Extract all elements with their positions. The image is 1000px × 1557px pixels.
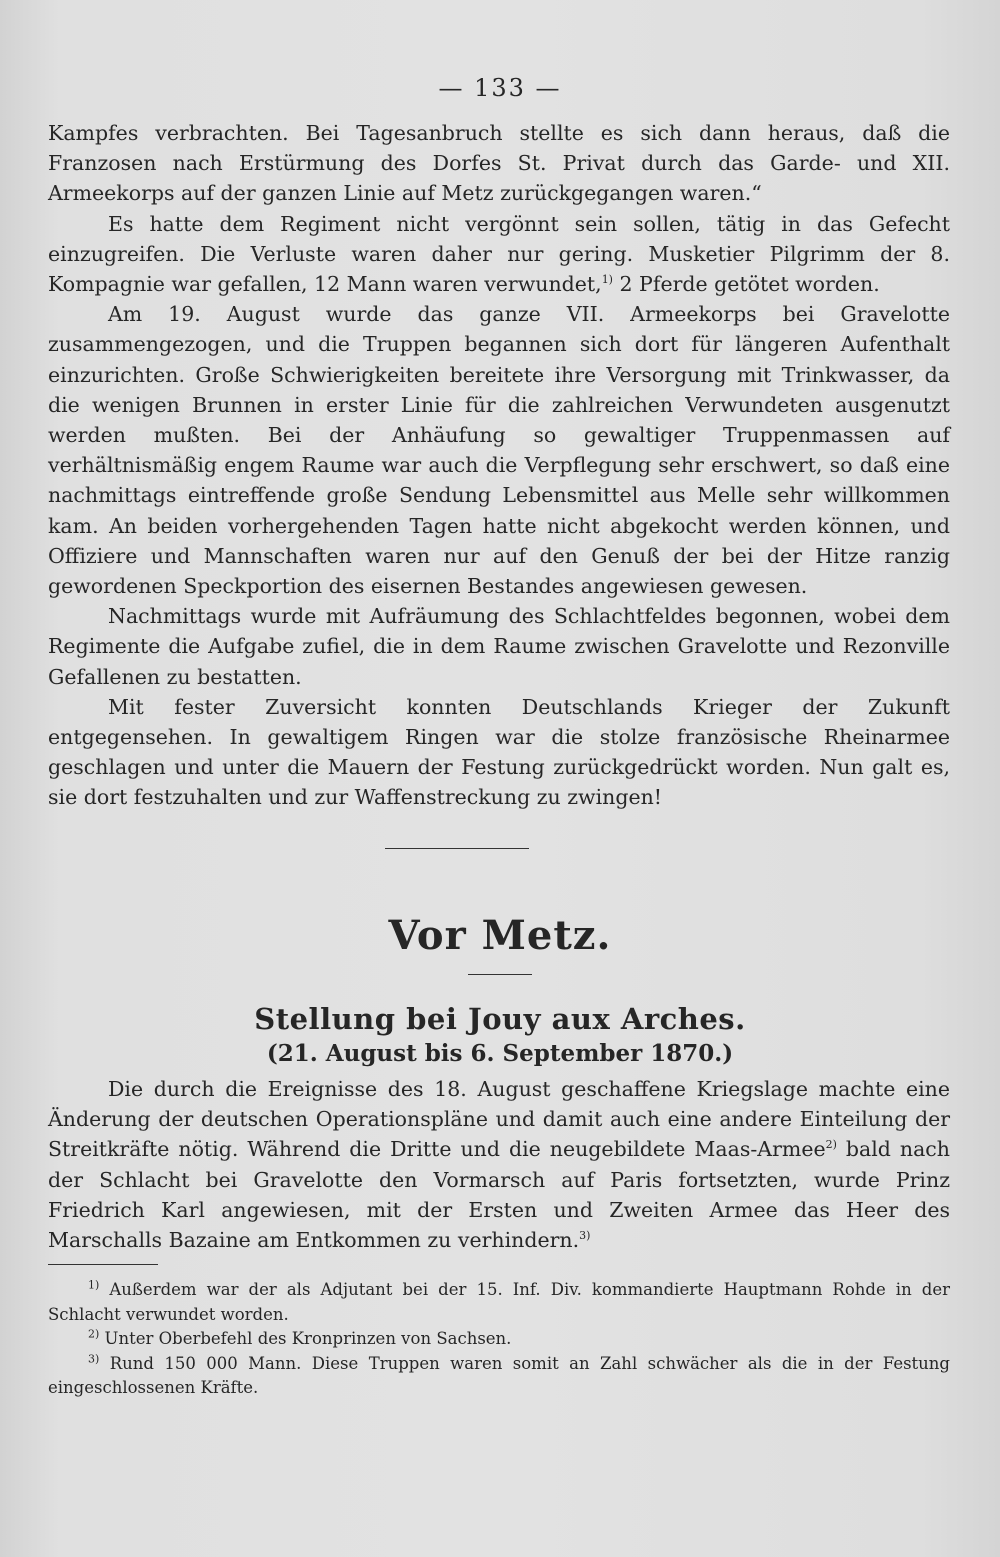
footnote-2-text: Unter Oberbefehl des Kronprinzen von Sachsen. xyxy=(99,1329,512,1348)
title-divider xyxy=(468,974,532,975)
paragraph-2-text-b: 2 Pferde getötet worden. xyxy=(612,272,880,297)
footnote-rule xyxy=(48,1264,158,1265)
footnote-1 xyxy=(48,1278,950,1327)
footnote-3 xyxy=(48,1352,950,1401)
section-paragraph-1-text-b: bald nach der Schlacht bei Gravelotte den Vormarsch auf Paris fortsetzten, wurde Prinz Friedrich Karl angewiesen, mit der Ersten und Zweiten Armee das Heer des Marschalls Bazaine am Entkommen zu verhindern. xyxy=(48,1137,950,1253)
page-number: — 133 — xyxy=(438,74,562,102)
section-paragraph-1 xyxy=(48,1074,950,1255)
footnote-ref-1: 1) xyxy=(601,273,613,287)
paragraph-4: Nachmittags wurde mit Aufräumung des Schlachtfeldes begonnen, wobei dem Regimente die Aufgabe zufiel, die in dem Raume zwischen Gravelotte und Rezonville Gefallenen zu bestatten. xyxy=(48,604,950,689)
footnote-2-mark: 2) xyxy=(88,1327,100,1341)
section-text xyxy=(48,1074,950,1255)
footnote-2 xyxy=(48,1327,950,1352)
subsection-dates: (21. August bis 6. September 1870.) xyxy=(266,1040,734,1067)
paragraph-1: Kampfes verbrachten. Bei Tagesanbruch stellte es sich dann heraus, daß die Franzosen nach Erstürmung des Dorfes St. Privat durch das Garde- und XII. Armeekorps auf der ganzen Linie auf Metz zurückgegangen waren.“ xyxy=(48,121,950,206)
footnote-ref-2: 2) xyxy=(825,1138,837,1152)
paragraph-3: Am 19. August wurde das ganze VII. Armeekorps bei Gravelotte zusammengezogen, und die Truppen begannen sich dort für längeren Aufenthalt einzurichten. Große Schwierigkeiten bereitete ihre Versorgung mit Trinkwasser, da die wenigen Brunnen in erster Linie für die zahlreichen Verwundeten ausgenutzt werden mußten. Bei der Anhäufung so gewaltiger Truppenmassen auf verhältnismäßig engem Raume war auch die Verpflegung sehr erschwert, so daß eine nachmittags eintreffende große Sendung Lebensmittel aus Melle sehr willkommen kam. An beiden vorhergehenden Tagen hatte nicht abgekocht werden können, und Offiziere und Mannschaften waren nur auf den Genuß der bei der Hitze ranzig gewordenen Speckportion des eisernen Bestandes angewiesen gewesen. xyxy=(48,302,950,599)
body-text xyxy=(48,118,950,813)
paragraph-2 xyxy=(48,209,950,300)
paragraph-5: Mit fester Zuversicht konnten Deutschlands Krieger der Zukunft entgegensehen. In gewaltigem Ringen war die stolze französische Rheinarmee geschlagen und unter die Mauern der Festung zurückgedrückt worden. Nun galt es, sie dort festzuhalten und zur Waffenstreckung zu zwingen! xyxy=(48,694,950,810)
footnote-3-mark: 3) xyxy=(88,1352,100,1365)
subsection-title: Stellung bei Jouy aux Arches. xyxy=(254,1002,746,1036)
section-paragraph-1-text-a: Die durch die Ereignisse des 18. August geschaffene Kriegslage machte eine Änderung der deutschen Operationspläne und damit auch eine andere Einteilung der Streitkräfte nötig. Während die Dritte und die neugebildete Maas-Armee xyxy=(48,1077,950,1162)
section-title: Vor Metz. xyxy=(388,912,612,959)
footnote-3-text: Rund 150 000 Mann. Diese Truppen waren somit an Zahl schwächer als die in der Festung eingeschlossenen Kräfte. xyxy=(48,1353,950,1397)
section-divider xyxy=(385,848,529,849)
footnote-1-mark: 1) xyxy=(88,1278,100,1292)
paragraph-2-text-a: Es hatte dem Regiment nicht vergönnt sein sollen, tätig in das Gefecht einzugreifen. Die Verluste waren daher nur gering. Musketier Pilgrimm der 8. Kompagnie war gefallen, 12 Mann waren verwundet, xyxy=(48,211,950,297)
footnotes xyxy=(48,1278,950,1401)
footnote-1-text: Außerdem war der als Adjutant bei der 15. Inf. Div. kommandierte Hauptmann Rohde in der Schlacht verwundet worden. xyxy=(48,1280,950,1324)
footnote-ref-3: 3) xyxy=(579,1229,591,1243)
